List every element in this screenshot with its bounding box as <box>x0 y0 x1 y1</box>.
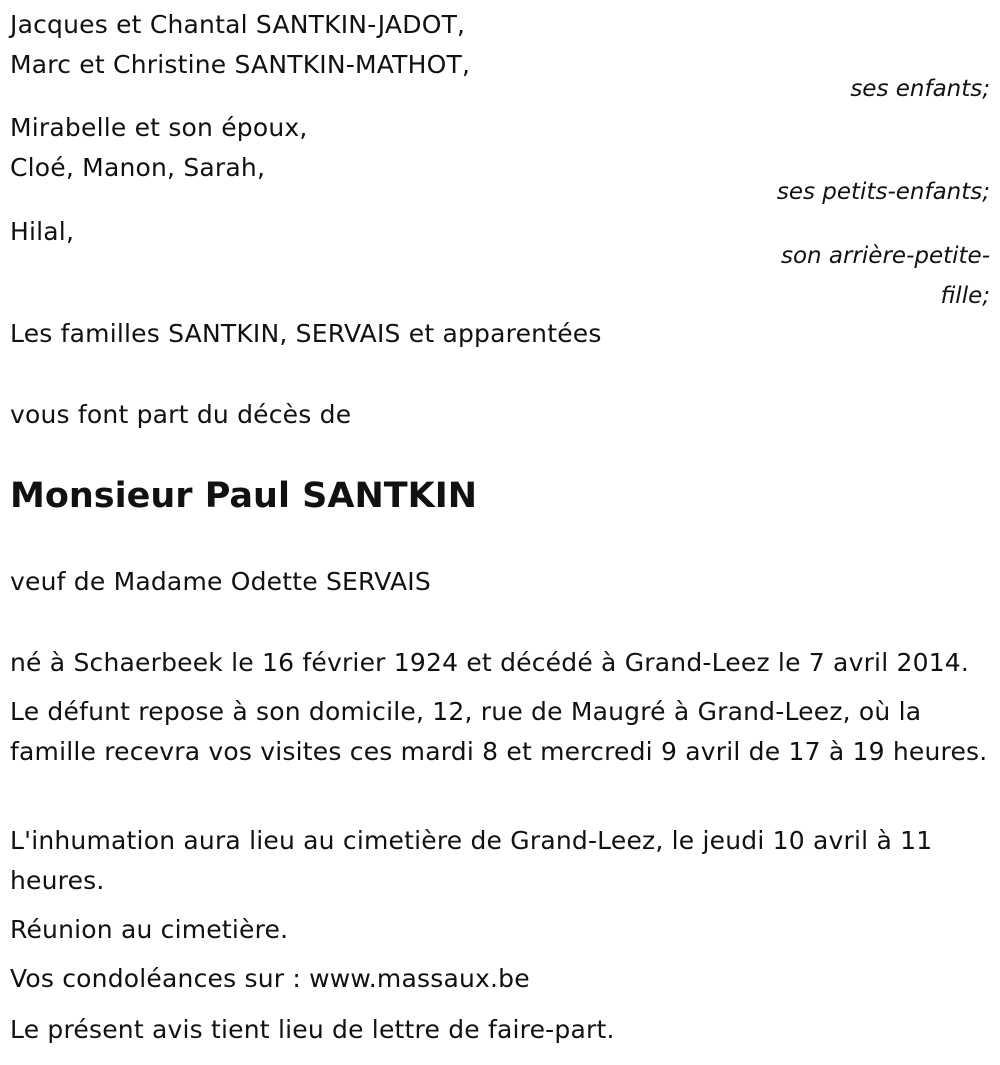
grandchild-line-2: Cloé, Manon, Sarah, <box>10 153 266 182</box>
announcement-line: vous font part du décès de <box>10 400 352 429</box>
burial-paragraph: L'inhumation aura lieu au cimetière de Grand-Leez, le jeudi 10 avril à 11 heures. <box>10 826 933 895</box>
children-role-label: ses enfants; <box>850 76 990 102</box>
great-grandchild-role-label-2: fille; <box>940 283 990 309</box>
grandchild-line-1: Mirabelle et son époux, <box>10 113 308 142</box>
deceased-name: Monsieur Paul SANTKIN <box>10 476 478 516</box>
birth-death-line: né à Schaerbeek le 16 février 1924 et décédé à Grand-Leez le 7 avril 2014. <box>10 648 970 677</box>
notice-line: Le présent avis tient lieu de lettre de faire-part. <box>10 1015 615 1044</box>
meeting-line: Réunion au cimetière. <box>10 915 289 944</box>
child-couple-2: Marc et Christine SANTKIN-MATHOT, <box>10 50 471 79</box>
families-line: Les familles SANTKIN, SERVAIS et apparentées <box>10 319 602 348</box>
condolences-line: Vos condoléances sur : www.massaux.be <box>10 964 530 993</box>
great-grandchild-line: Hilal, <box>10 217 75 246</box>
grandchildren-role-label: ses petits-enfants; <box>776 179 990 205</box>
visitation-paragraph: Le défunt repose à son domicile, 12, rue de Maugré à Grand-Leez, où la famille recevra vos visites ces mardi 8 et mercredi 9 avril de 17 à 19 heures. <box>10 697 988 766</box>
child-couple-1: Jacques et Chantal SANTKIN-JADOT, <box>10 10 466 39</box>
great-grandchild-role-label-1: son arrière-petite- <box>780 243 990 269</box>
widower-line: veuf de Madame Odette SERVAIS <box>10 567 431 596</box>
